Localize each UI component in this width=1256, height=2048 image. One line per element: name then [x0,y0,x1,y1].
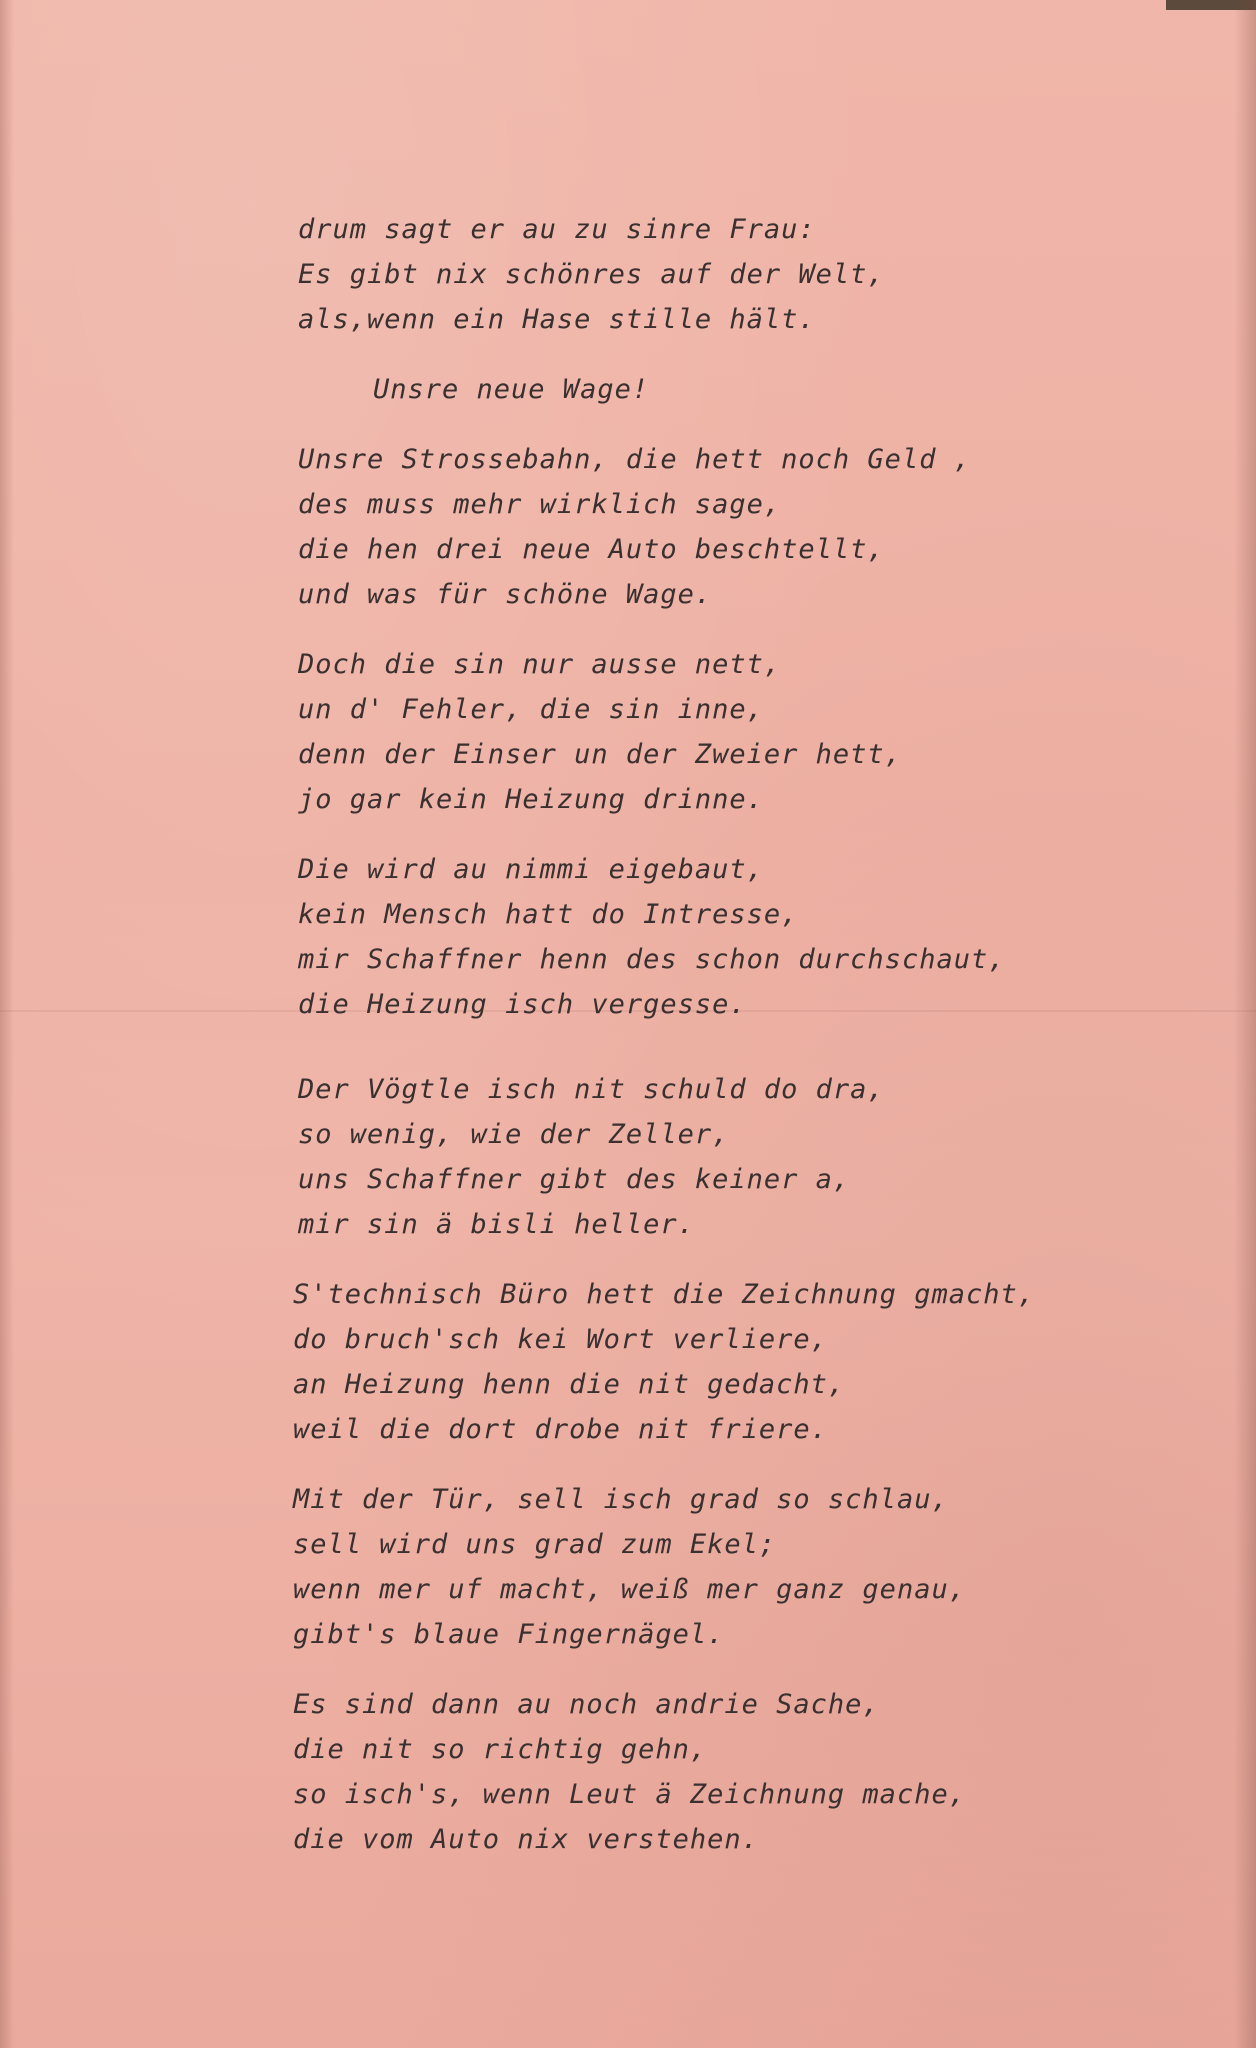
poem-text [293,207,1198,1887]
poem-line: die Heizung isch vergesse. [298,989,747,1020]
poem-line: mir Schaffner henn des schon durchschaut, [298,944,1006,975]
poem-line: und was für schöne Wage. [298,579,713,610]
poem-line: jo gar kein Heizung drinne. [298,784,764,815]
poem-line: Es gibt nix schönres auf der Welt, [298,259,885,290]
poem-line: die hen drei neue Auto beschtellt, [298,534,885,565]
poem-line: Der Vögtle isch nit schuld do dra, [298,1074,885,1105]
stanza-1 [298,437,1198,617]
stanza-3 [298,847,1198,1027]
stanza-7 [293,1682,1198,1862]
poem-line: des muss mehr wirklich sage, [298,489,782,520]
poem-line: mir sin ä bisli heller. [298,1209,695,1240]
poem-line: uns Schaffner gibt des keiner a, [298,1164,851,1195]
stanza-4 [298,1067,1198,1247]
poem-line: denn der Einser un der Zweier hett, [298,739,902,770]
poem-line: gibt's blaue Fingernägel. [293,1619,725,1650]
intro-stanza [298,207,1198,342]
poem-line: als,wenn ein Hase stille hält. [298,304,816,335]
poem-line: kein Mensch hatt do Intresse, [298,899,799,930]
poem-title: Unsre neue Wage! [373,374,650,405]
poem-line: Es sind dann au noch andrie Sache, [293,1689,880,1720]
poem-line: do bruch'sch kei Wort verliere, [293,1324,828,1355]
poem-line: so wenig, wie der Zeller, [298,1119,730,1150]
poem-line: so isch's, wenn Leut ä Zeichnung mache, [293,1779,966,1810]
poem-line: S'technisch Büro hett die Zeichnung gmacht, [293,1279,1035,1310]
poem-line: sell wird uns grad zum Ekel; [293,1529,777,1560]
stanza-6 [293,1477,1198,1657]
poem-line: Doch die sin nur ausse nett, [298,649,782,680]
poem-line: die nit so richtig gehn, [293,1734,708,1765]
poem-line: weil die dort drobe nit friere. [293,1414,828,1445]
stanza-2 [298,642,1198,822]
poem-line: wenn mer uf macht, weiß mer ganz genau, [293,1574,966,1605]
poem-line: un d' Fehler, die sin inne, [298,694,764,725]
poem-line: die vom Auto nix verstehen. [293,1824,759,1855]
poem-line: an Heizung henn die nit gedacht, [293,1369,846,1400]
poem-line: Unsre Strossebahn, die hett noch Geld , [298,444,971,475]
stanza-5 [293,1272,1198,1452]
page-corner-shadow [1166,0,1256,10]
poem-line: Die wird au nimmi eigebaut, [298,854,764,885]
poem-line: Mit der Tür, sell isch grad so schlau, [293,1484,949,1515]
poem-line: drum sagt er au zu sinre Frau: [298,214,816,245]
